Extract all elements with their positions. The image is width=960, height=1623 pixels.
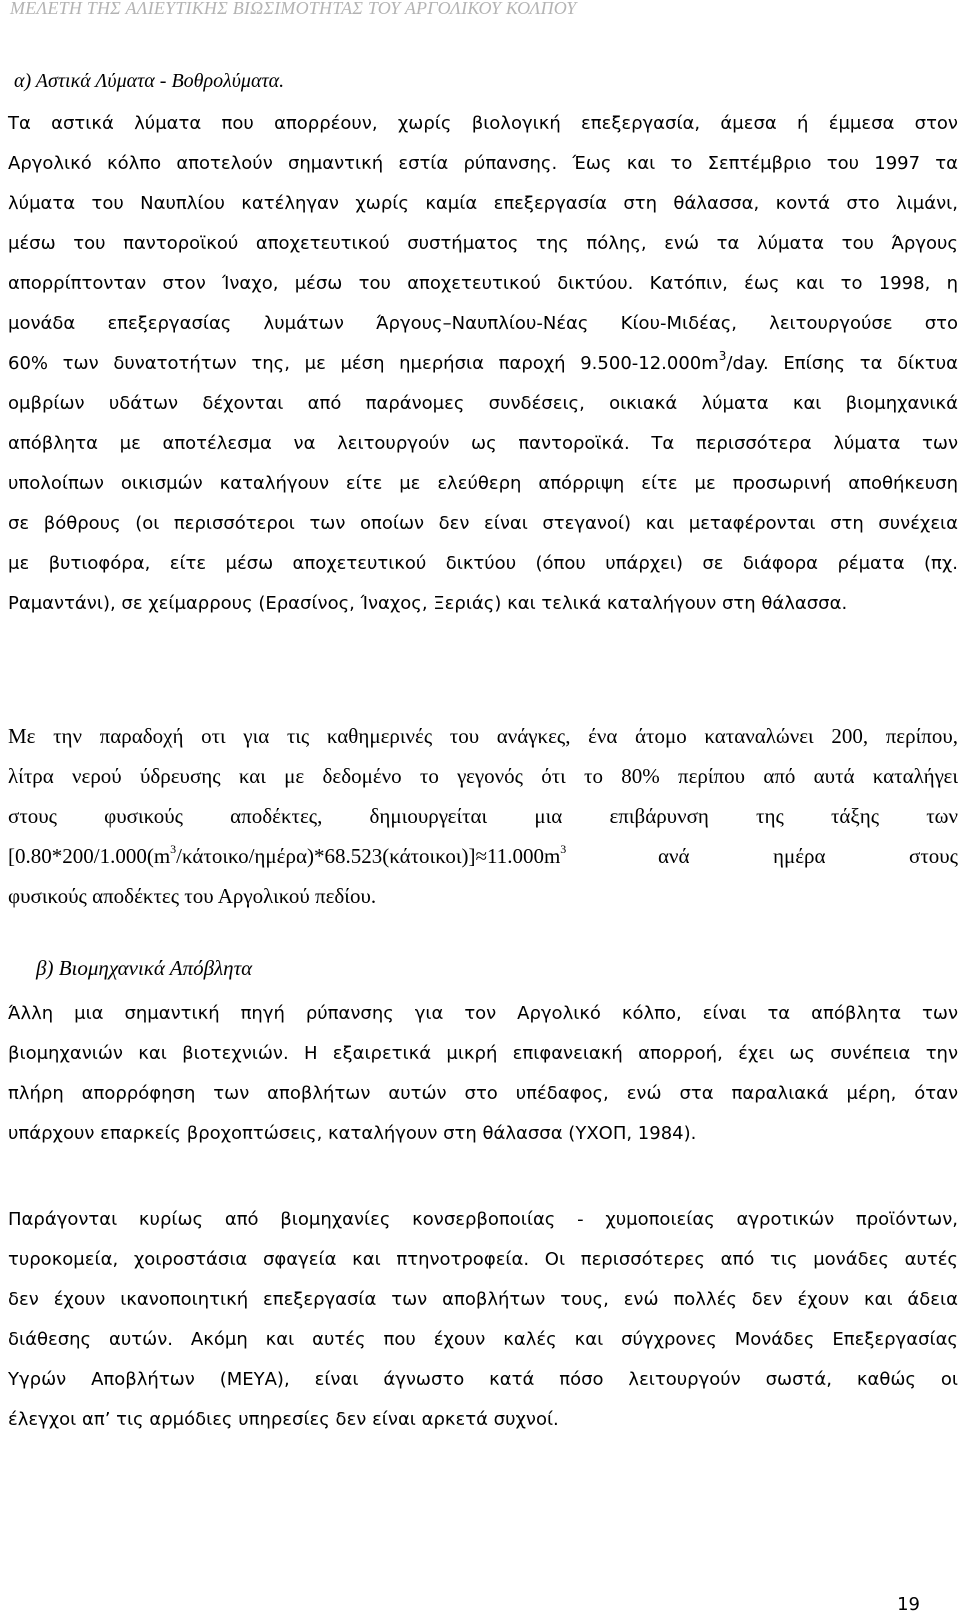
text-word: ανά <box>658 844 690 868</box>
text-fragment <box>658 836 958 876</box>
text-line: υπολοίπων οικισμών καταλήγουν είτε με ελεύθερη απόρριψη είτε με προσωρινή αποθήκευση <box>8 473 958 494</box>
section-a-paragraph-1 <box>8 104 958 624</box>
superscript: 3 <box>718 349 727 363</box>
section-b-heading: β) Βιομηχανικά Απόβλητα <box>36 956 253 980</box>
text-line: μέσω του παντοροϊκού αποχετευτικού συστήματος της πόλης, ενώ τα λύματα του Άργους <box>8 233 958 254</box>
text-line: λύματα του Ναυπλίου κατέληγαν χωρίς καμία επεξεργασία στη θάλασσα, κοντά στο λιμάνι, <box>8 193 958 214</box>
section-b-paragraph-2 <box>8 1200 958 1440</box>
text-line: υπάρχουν επαρκείς βροχοπτώσεις, καταλήγουν στη θάλασσα (ΥΧΟΠ, 1984). <box>8 1123 697 1144</box>
text-line: τυροκομεία, χοιροστάσια σφαγεία και πτηνοτροφεία. Οι περισσότερες από τις μονάδες αυτές <box>8 1249 958 1270</box>
text-line: μονάδα επεξεργασίας λυμάτων Άργους–Ναυπλίου-Νέας Κίου-Μιδέας, λειτουργούσε στο <box>8 313 958 334</box>
formula-part: /κάτοικο/ημέρα)*68.523(κάτοικοι)]≈11.000m <box>176 844 561 868</box>
text-line <box>8 344 958 384</box>
text-line: έλεγχοι απ’ τις αρμόδιες υπηρεσίες δεν είναι αρκετά συχνοί. <box>8 1409 559 1430</box>
page-number: 19 <box>897 1594 920 1615</box>
running-header: ΜΕΛΕΤΗ ΤΗΣ ΑΛΙΕΥΤΙΚΗΣ ΒΙΩΣΙΜΟΤΗΤΑΣ ΤΟΥ ΑΡΓΟΛΙΚΟΥ ΚΟΛΠΟΥ <box>10 0 577 18</box>
text-line: λίτρα νερού ύδρευσης και με δεδομένο το γεγονός ότι το 80% περίπου από αυτά καταλήγει <box>8 764 958 788</box>
text-line: απορρίπτονταν στον Ίναχο, μέσω του αποχετευτικού δικτύου. Κατόπιν, έως και το 1998, η <box>8 273 958 294</box>
text-line: με βυτιοφόρα, είτε μέσω αποχετευτικού δικτύου (όπου υπάρχει) σε διάφορα ρέματα (πχ. <box>8 553 958 574</box>
text-line: Αργολικό κόλπο αποτελούν σημαντική εστία ρύπανσης. Έως και το Σεπτέμβριο του 1997 τα <box>8 153 958 174</box>
formula-part: [0.80*200/1.000(m <box>8 844 171 868</box>
text-fragment <box>8 836 566 876</box>
text-line: δεν έχουν ικανοποιητική επεξεργασία των αποβλήτων τους, ενώ πολλές δεν έχουν και άδεια <box>8 1289 958 1310</box>
superscript: 3 <box>170 842 177 856</box>
section-a-paragraph-2 <box>8 716 958 916</box>
text-line: στους φυσικούς αποδέκτες, δημιουργείται μια επιβάρυνση της τάξης των <box>8 804 958 828</box>
text-line: Υγρών Αποβλήτων (ΜΕΥΑ), είναι άγνωστο κατά πόσο λειτουργούν σωστά, καθώς οι <box>8 1369 958 1390</box>
section-a-heading: α) Αστικά Λύματα - Βοθρολύματα. <box>14 70 285 92</box>
text-line: πλήρη απορρόφηση των αποβλήτων αυτών στο υπέδαφος, ενώ στα παραλιακά μέρη, όταν <box>8 1083 958 1104</box>
text-line: Με την παραδοχή οτι για τις καθημερινές του ανάγκες, ένα άτομο καταναλώνει 200, περίπου, <box>8 724 958 748</box>
text-line: βιομηχανιών και βιοτεχνιών. Η εξαιρετικά μικρή επιφανειακή απορροή, έχει ως συνέπεια την <box>8 1043 958 1064</box>
superscript: 3 <box>560 842 567 856</box>
text-word: ημέρα <box>772 844 826 868</box>
text-word: στους <box>909 844 958 868</box>
text-line: σε βόθρους (οι περισσότεροι των οποίων δεν είναι στεγανοί) και μεταφέρονται στη συνέχεια <box>8 513 958 534</box>
text-fragment: /day. Επίσης τα δίκτυα <box>726 353 958 374</box>
text-line: Ραμαντάνι), σε χείμαρρους (Ερασίνος, Ίναχος, Ξεριάς) και τελικά καταλήγουν στη θάλασσα. <box>8 593 848 614</box>
text-line: φυσικούς αποδέκτες του Αργολικού πεδίου. <box>8 884 377 908</box>
text-line: Τα αστικά λύματα που απορρέουν, χωρίς βιολογική επεξεργασία, άμεσα ή έμμεσα στον <box>8 113 958 134</box>
text-line: ομβρίων υδάτων δέχονται από παράνομες συνδέσεις, οικιακά λύματα και βιομηχανικά <box>8 393 958 414</box>
text-fragment: 60% των δυνατοτήτων της, με μέση ημερήσια παροχή 9.500-12.000m <box>8 353 719 374</box>
text-line: διάθεσης αυτών. Ακόμη και αυτές που έχουν καλές και σύγχρονες Μονάδες Επεξεργασίας <box>8 1329 958 1350</box>
text-line <box>8 836 958 876</box>
text-line: Παράγονται κυρίως από βιομηχανίες κονσερβοποιίας - χυμοποιείας αγροτικών προϊόντων, <box>8 1209 958 1230</box>
section-b-paragraph-1 <box>8 994 958 1154</box>
text-line: Άλλη μια σημαντική πηγή ρύπανσης για τον Αργολικό κόλπο, είναι τα απόβλητα των <box>8 1003 958 1024</box>
text-line: απόβλητα με αποτέλεσμα να λειτουργούν ως παντοροϊκά. Τα περισσότερα λύματα των <box>8 433 958 454</box>
